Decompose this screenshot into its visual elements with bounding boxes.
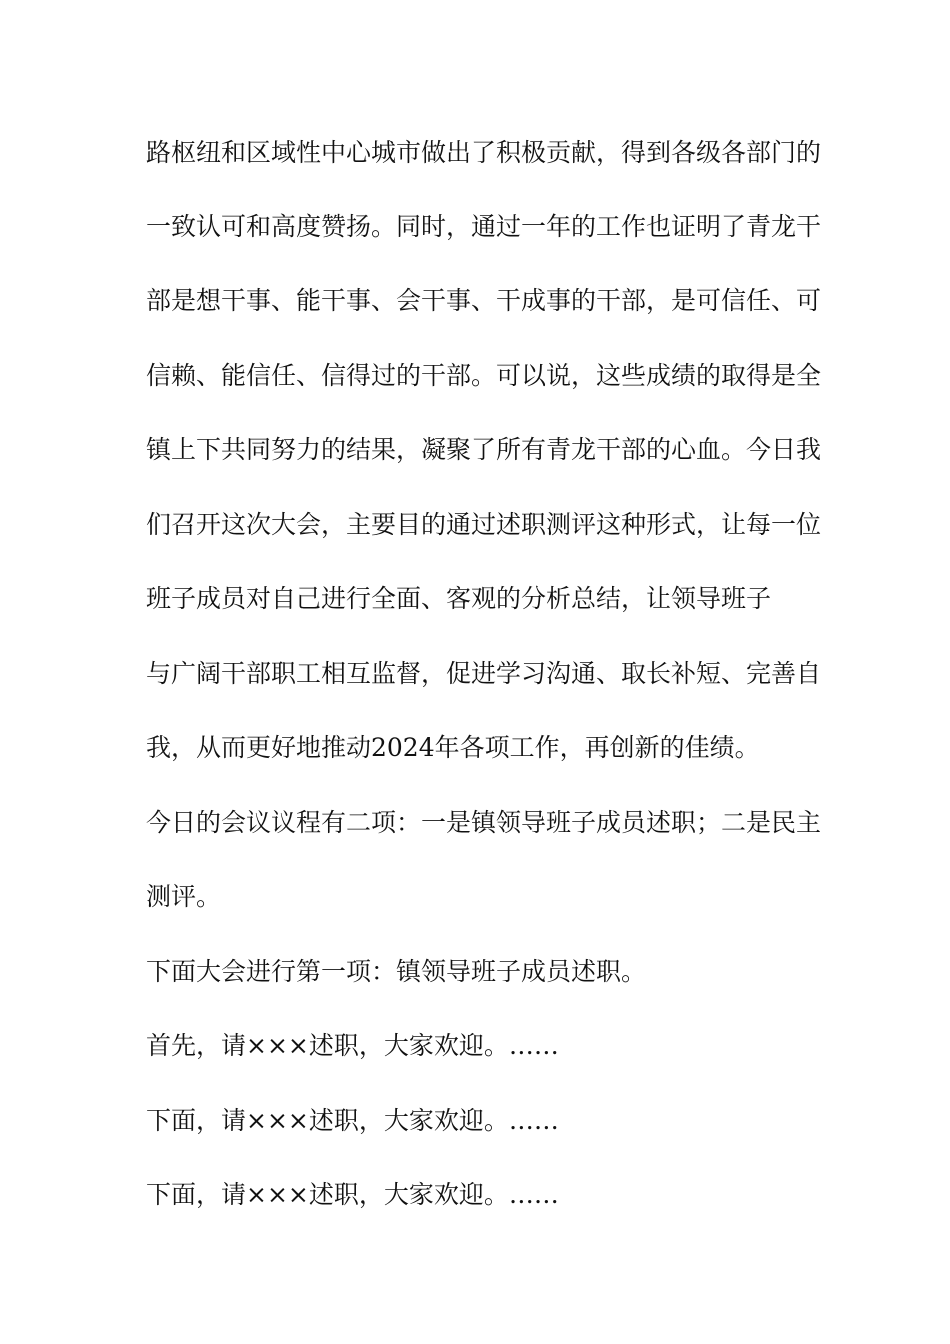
- text-line: 测评。: [146, 882, 222, 911]
- text-line: 我，从而更好地推动2024年各项工作，再创新的佳绩。: [146, 733, 760, 762]
- text-line: 路枢纽和区域性中心城市做出了积极贡献，得到各级各部门的: [146, 138, 822, 167]
- text-line: 一致认可和高度赞扬。同时，通过一年的工作也证明了青龙干: [146, 212, 822, 241]
- text-line: 与广阔干部职工相互监督，促进学习沟通、取长补短、完善自: [146, 659, 822, 688]
- text-line: 下面，请×××述职，大家欢迎。……: [146, 1106, 559, 1135]
- text-line: 下面大会进行第一项：镇领导班子成员述职。: [146, 957, 647, 986]
- text-line: 们召开这次大会，主要目的通过述职测评这种形式，让每一位: [146, 510, 822, 539]
- text-line: 部是想干事、能干事、会干事、干成事的干部，是可信任、可: [146, 286, 822, 315]
- text-line: 信赖、能信任、信得过的干部。可以说，这些成绩的取得是全: [146, 361, 822, 390]
- text-line: 镇上下共同努力的结果，凝聚了所有青龙干部的心血。今日我: [146, 435, 822, 464]
- text-line: 班子成员对自己进行全面、客观的分析总结，让领导班子: [146, 584, 772, 613]
- text-line: 今日的会议议程有二项：一是镇领导班子成员述职；二是民主: [146, 808, 822, 837]
- text-line: 下面，请×××述职，大家欢迎。……: [146, 1180, 559, 1209]
- text-line: 首先，请×××述职，大家欢迎。……: [146, 1031, 559, 1060]
